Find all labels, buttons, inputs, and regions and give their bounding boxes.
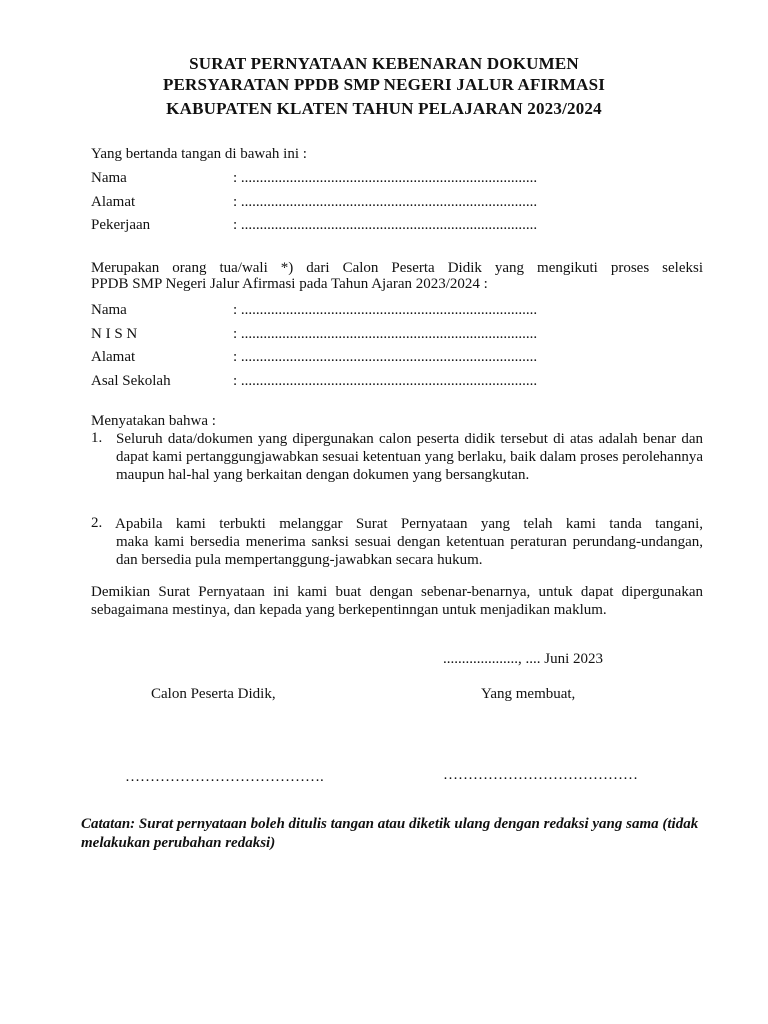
student-address-label: Alamat <box>91 349 136 365</box>
student-name-field[interactable]: : ............................................................................... <box>233 302 538 318</box>
note-text: Catatan: Surat pernyataan boleh ditulis tangan atau diketik ulang dengan redaksi yang sama (tidak melakukan perubahan redaksi) <box>81 816 699 851</box>
signer-address-field[interactable]: : ............................................................................... <box>233 194 538 210</box>
declaration-item-2-number: 2. <box>91 515 103 531</box>
declaration-heading: Menyatakan bahwa : <box>91 413 216 429</box>
intro-text: Yang bertanda tangan di bawah ini : <box>91 146 307 162</box>
student-name-label: Nama <box>91 302 127 318</box>
signer-name-label: Nama <box>91 170 127 186</box>
student-address-field[interactable]: : ............................................................................... <box>233 349 538 365</box>
maker-signature-line[interactable]: ………………………………… <box>443 767 638 783</box>
signer-address-label: Alamat <box>91 194 136 210</box>
declaration-item-2-line-1: Apabila kami terbukti melanggar Surat Pernyataan yang telah kami tanda tangani, <box>115 516 703 532</box>
student-nisn-label: N I S N <box>91 326 138 342</box>
maker-signature-label: Yang membuat, <box>481 686 576 702</box>
date-line[interactable]: ...................., .... Juni 2023 <box>443 651 604 667</box>
student-school-field[interactable]: : ............................................................................... <box>233 373 538 389</box>
signer-occupation-field[interactable]: : ............................................................................... <box>233 217 538 233</box>
parent-statement-line-1: Merupakan orang tua/wali *) dari Calon Peserta Didik yang mengikuti proses seleksi <box>91 260 703 276</box>
student-school-label: Asal Sekolah <box>91 373 171 389</box>
document-title-line-3: KABUPATEN KLATEN TAHUN PELAJARAN 2023/2024 <box>166 99 602 118</box>
declaration-item-1-text: Seluruh data/dokumen yang dipergunakan calon peserta didik tersebut di atas adalah benar dan dapat kami pertanggungjawabkan sesuai ketentuan yang berlaku, baik dalam proses perolehannya maupun hal-hal yang berkaitan dengan dokumen yang bersangkutan. <box>116 431 703 483</box>
document-title-line-1: SURAT PERNYATAAN KEBENARAN DOKUMEN <box>189 54 579 73</box>
student-signature-label: Calon Peserta Didik, <box>151 686 276 702</box>
signer-occupation-label: Pekerjaan <box>91 217 151 233</box>
closing-paragraph: Demikian Surat Pernyataan ini kami buat dengan sebenar-benarnya, untuk dapat dipergunakan sebagaimana mestinya, dan kepada yang berkepentinngan untuk menjadikan maklum. <box>91 584 703 618</box>
document-title-line-2: PERSYARATAN PPDB SMP NEGERI JALUR AFIRMASI <box>162 75 606 94</box>
declaration-item-2-text: maka kami bersedia menerima sanksi sesuai dengan ketentuan peraturan perundang-undangan, dan bersedia pula mempertanggung-jawabkan secara hukum. <box>116 534 703 568</box>
student-signature-line[interactable]: …………………………………. <box>125 769 324 785</box>
declaration-item-1-number: 1. <box>91 430 103 446</box>
signer-name-field[interactable]: : ............................................................................... <box>233 170 538 186</box>
student-nisn-field[interactable]: : ............................................................................... <box>233 326 538 342</box>
parent-statement-line-2: PPDB SMP Negeri Jalur Afirmasi pada Tahun Ajaran 2023/2024 : <box>91 276 488 292</box>
